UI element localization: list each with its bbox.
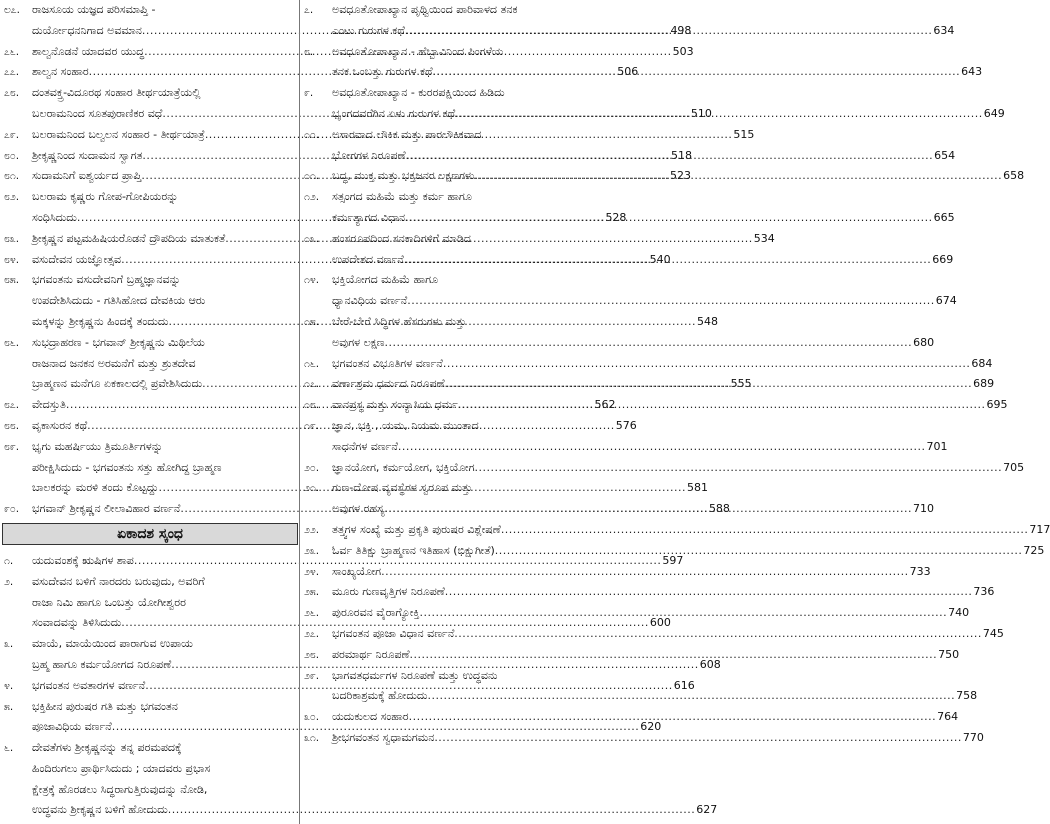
toc-entry-number: ೩೦. (304, 711, 320, 724)
toc-entry-number: ೨೩. (304, 544, 320, 557)
dot-leader (406, 146, 934, 167)
toc-entry-number: ೮೬. (4, 336, 20, 349)
toc-entry-number: ೧೭. (304, 378, 320, 391)
toc-entry-page: 506 (617, 65, 639, 79)
toc-entry-line (32, 291, 296, 312)
toc-entry-line (32, 572, 296, 593)
toc-entry-line (32, 738, 296, 759)
toc-entry-title: ಹಂಸರೂಪದಿಂದ ಸನಕಾದಿಗಳಿಗೆ ಮಾಡಿದ (332, 231, 471, 245)
toc-entry-line (332, 562, 931, 583)
toc-entry-number: ೨೧. (304, 482, 320, 495)
dot-leader (384, 499, 912, 520)
toc-entry (302, 270, 957, 312)
toc-entry-title: ಬಾಲಕರನ್ನು ಮರಳಿ ತಂದು ಕೊಟ್ಟದ್ದು (32, 481, 159, 495)
toc-entry-page: 684 (971, 356, 993, 370)
dot-leader (495, 541, 1023, 562)
column-divider (299, 0, 300, 824)
dot-leader (501, 520, 1029, 541)
toc-entry-line (332, 229, 596, 250)
toc-entry-line (32, 0, 296, 21)
toc-entry-title: ತತ್ತ್ವಗಳ ಸಂಖ್ಯೆ ಮತ್ತು ಪ್ರಕೃತಿ ಪುರುಷರ ವಿಶ್ಲೇಷಣೆ (332, 522, 501, 536)
toc-entry-page: 600 (649, 616, 671, 630)
toc-entry-page: 725 (1023, 543, 1045, 557)
toc-entry-line (332, 416, 596, 437)
toc-entry-title: ಮೂರು ಗುಣವೃತ್ತಿಗಳ ನಿರೂಪಣೆ (332, 585, 445, 599)
toc-entry-number: ೧೦. (304, 128, 320, 141)
toc-entry-title: ಬದರಿಕಾಶ್ರಮಕ್ಕೆ ಹೋದುದು (332, 689, 428, 703)
toc-entry-body (332, 354, 993, 375)
toc-entry-page: 608 (699, 657, 721, 671)
dot-leader (385, 333, 913, 354)
toc-entry-title: ಅವಧೂತೋಪಾಖ್ಯಾನ - ಕುರರಪಕ್ಷಿಯಿಂದ ಹಿಡಿದು (332, 86, 505, 100)
toc-entry-number: ೩೧. (304, 731, 320, 744)
toc-entry-number: ೮೮. (4, 419, 20, 432)
toc-entry-number: ೨೦. (304, 461, 320, 474)
toc-entry-line (32, 759, 296, 780)
dot-leader (420, 603, 948, 624)
toc-entry-page: 705 (1003, 460, 1025, 474)
toc-entry-page: 649 (983, 106, 1005, 120)
dot-leader (405, 208, 933, 229)
toc-entry-title: ಭಗವಂತನ ಅವತಾರಗಳ ವರ್ಣನೆ (32, 678, 146, 692)
toc-entry-line (32, 780, 296, 801)
toc-entry-title: ಶ್ರೀಕೃಷ್ಣನ ಪಟ್ಟಮಹಿಷಿಯರೊಡನೆ ದ್ರೌಪದಿಯ ಮಾತುಕತೆ (32, 231, 226, 245)
toc-entry-number: ೮೭. (4, 399, 20, 412)
toc-entry-page: 717 (1029, 522, 1050, 536)
toc-entry-title: ಮಾಯೆ, ಮಾಯೆಯಿಂದ ಪಾರಾಗುವ ಉಪಾಯ (32, 637, 193, 651)
toc-entry-line (332, 125, 596, 146)
toc-entry-title: ಬಲರಾಮನಿಂದ ಬಲ್ವಲನ ಸಂಹಾರ - ತೀರ್ಥಯಾತ್ರೆ (32, 127, 205, 141)
dot-leader (445, 374, 973, 395)
toc-entry-line (332, 582, 995, 603)
toc-entry-number: ೧೪. (304, 274, 320, 287)
toc-entry-page: 764 (937, 710, 959, 724)
toc-entry-title: ರಾಜಾ ನಿಮಿ ಹಾಗೂ ಒಂಬತ್ತು ಯೋಗೀಶ್ವರರ (32, 595, 186, 609)
toc-entry-line (332, 478, 596, 499)
toc-entry-number: ೧೫. (304, 315, 320, 328)
toc-entry-title: ಭೋಗಗಳ ನಿರೂಪಣೆ (332, 148, 406, 162)
toc-entry-page: 503 (672, 44, 694, 58)
toc-entry-title: ಬಲರಾಮನಿಂದ ಸೂತಪುರಾಣಿಕರ ವಧೆ (32, 106, 163, 120)
toc-entry-line (332, 333, 935, 354)
toc-entry-page: 669 (932, 252, 954, 266)
toc-entry-page: 555 (730, 377, 752, 391)
toc-entry-line (32, 697, 296, 718)
toc-entry-title: ಭಗವಂತನ ವಿಭೂತಿಗಳ ವರ್ಣನೆ (332, 356, 443, 370)
toc-entry-page: 750 (938, 647, 960, 661)
toc-entry-page: 770 (962, 730, 984, 744)
toc-entry-number: ೮೯. (4, 440, 20, 453)
toc-entry-page: 710 (913, 502, 934, 516)
toc-entry-number: ೧೮. (304, 399, 320, 412)
toc-entry-title: ಉದ್ಧವನು ಶ್ರೀಕೃಷ್ಣನ ಬಳಿಗೆ ಹೋದುದು (32, 803, 168, 817)
toc-entry-line (332, 83, 596, 104)
toc-entry-line (32, 187, 296, 208)
toc-entry-title: ಪರಮಾರ್ಥ ನಿರೂಪಣೆ (332, 647, 410, 661)
toc-entry-number: ೨೨. (304, 523, 320, 536)
toc-entry-page: 689 (973, 377, 995, 391)
toc-entry-line (332, 312, 596, 333)
toc-entry-page: 680 (913, 335, 935, 349)
dot-leader (458, 395, 986, 416)
toc-entry-page: 701 (926, 439, 948, 453)
toc-entry-title: ರಾಜನಾದ ಜನಕನ ಅರಮನೆಗೆ ಮತ್ತು ಶ್ರುತದೇವ (32, 356, 196, 370)
toc-entry-page: 634 (933, 23, 955, 37)
toc-entry-number: ೧೨. (304, 191, 320, 204)
toc-entry-page: 736 (973, 585, 995, 599)
toc-entry-number: ೨೮. (304, 648, 320, 661)
toc-entry-number: ೨೪. (304, 565, 320, 578)
toc-entry (302, 458, 1025, 479)
toc-entry-page: 597 (662, 553, 684, 567)
toc-entry-page: 518 (670, 148, 692, 162)
dot-leader (445, 582, 973, 603)
toc-entry-page: 654 (934, 148, 956, 162)
toc-entry-body (332, 624, 1004, 645)
toc-entry-page: 576 (615, 418, 637, 432)
toc-entry-title: ಅಸಾರವಾದ ಲೌಕಿಕ ಮತ್ತು ಪಾರಲೌಕಿಕವಾದ (332, 127, 482, 141)
toc-entry (302, 562, 931, 583)
toc-entry-title: ಉಪದೇಶಿಸಿದುದು - ಗತಿಸಿಹೋದ ದೇವಕಿಯ ಆರು (32, 294, 206, 308)
toc-entry-line (332, 666, 596, 687)
toc-entry-title: ಸಂಧಿಸಿದುದು (32, 210, 77, 224)
toc-entry-number: ೮೫. (4, 274, 20, 287)
toc-entry-page: 515 (733, 127, 755, 141)
toc-entry-title: ಭಗವಂತನು ವಸುದೇವನಿಗೆ ಬ್ರಹ್ಮಜ್ಞಾನವನ್ನು (32, 273, 181, 287)
toc-entry-body (332, 582, 995, 603)
toc-entry-line (32, 634, 296, 655)
dot-leader (381, 562, 909, 583)
toc-entry-page: 658 (1003, 169, 1025, 183)
dot-leader (433, 62, 961, 83)
toc-entry-page: 588 (708, 502, 730, 516)
toc-entry-number: ೭೮. (4, 87, 20, 100)
toc-entry-body (332, 728, 984, 749)
dot-leader (405, 21, 933, 42)
toc-entry-number: ೯. (304, 87, 314, 100)
toc-entry-title: ಅವುಗಳ ರಹಸ್ಯ (332, 502, 385, 516)
dot-leader (475, 458, 1003, 479)
toc-entry-title: ಸಾಧನೆಗಳ ವರ್ಣನೆ (332, 439, 398, 453)
toc-entry-title: ಬ್ರಹ್ಮ ಹಾಗೂ ಕರ್ಮಯೋಗದ ನಿರೂಪಣೆ (32, 657, 172, 671)
toc-entry-line (332, 686, 978, 707)
toc-entry-title: ವೃಕಾಸುರನ ಕಥೆ (32, 418, 88, 432)
section-heading: ಏಕಾದಶ ಸ್ಕಂಧ (2, 523, 298, 545)
toc-entry-number: ೭. (304, 4, 314, 16)
toc-entry-line (332, 458, 1025, 479)
toc-entry (302, 624, 1004, 645)
toc-entry-page: 695 (986, 398, 1008, 412)
toc-entry-page: 620 (640, 720, 662, 734)
toc-entry-title: ಪೂಜಾವಿಧಿಯ ವರ್ಣನೆ (32, 720, 112, 734)
toc-entry-title: ಭಗವಂತನ ಪೂಜಾ ವಿಧಾನ ವರ್ಣನೆ (332, 626, 455, 640)
toc-entry-page: 616 (673, 678, 695, 692)
toc-entry-title: ಸಾಂಖ್ಯಯೋಗ (332, 564, 382, 578)
toc-entry-title: ಸತ್ಸಂಗದ ಮಹಿಮೆ ಮತ್ತು ಕರ್ಮ ಹಾಗೂ (332, 190, 472, 204)
toc-entry-title: ಅವುಗಳ ಲಕ್ಷಣ (332, 335, 385, 349)
dot-leader (454, 624, 982, 645)
toc-entry-title: ಭಕ್ತಿಯೋಗದ ಮಹಿಮೆ ಹಾಗೂ (332, 273, 439, 287)
toc-entry-title: ಕರ್ಮತ್ಯಾಗದ ವಿಧಾನ (332, 210, 406, 224)
toc-entry (302, 354, 993, 375)
toc-entry-number: ೭೯. (4, 128, 20, 141)
toc-entry-title: ಸಂವಾದವನ್ನು ತಿಳಿಸಿದುದು (32, 616, 122, 630)
toc-entry-title: ಪುರೂರವನ ವೈರಾಗ್ಯೋಕ್ತಿ (332, 606, 420, 620)
toc-entry-body (32, 738, 718, 821)
toc-entry (302, 520, 1050, 541)
toc-entry-page: 548 (697, 314, 719, 328)
toc-entry-title: ದಂತವಕ್ತ್ರ-ವಿದೂರಥ ಸಂಹಾರ ತೀರ್ಥಯಾತ್ರೆಯಲ್ಲಿ (32, 86, 201, 100)
toc-entry-page: 534 (753, 231, 775, 245)
toc-entry-number: ೧೯. (304, 419, 320, 432)
toc-entry-line (332, 437, 948, 458)
toc-entry-number: ೧೬. (304, 357, 320, 370)
toc-entry-title: ಕ್ಷೇತ್ರಕ್ಕೆ ಹೊರಡಲು ಸಿದ್ಧರಾಗುತ್ತಿರುವುದನ್ನು ನೋಡಿ, (32, 782, 208, 796)
dot-leader (407, 291, 935, 312)
toc-entry-number: ೧೩. (304, 232, 320, 245)
toc-entry-title: ಹಿಂದಿರುಗಲು ಪ್ರಾರ್ಥಿಸಿದುದು ; ಯಾದವರು ಪ್ರಭಾಸ (32, 761, 211, 775)
toc-entry-number: ೪. (4, 679, 14, 692)
toc-entry-line (332, 728, 984, 749)
toc-entry-title: ಗುಣ-ದೋಷ ವ್ಯವಸ್ಥೆಗಳ ಸ್ವರೂಪ ಮತ್ತು (332, 481, 473, 495)
toc-entry-line (32, 593, 296, 614)
dot-leader (409, 707, 937, 728)
toc-entry-title: ಪರೀಕ್ಷಿಸಿದುದು - ಭಗವಂತನು ಸತ್ತು ಹೋಗಿದ್ದ ಬ್ರಾಹ್ಮಣ (32, 460, 222, 474)
toc-entry-number: ೮೨. (4, 191, 20, 204)
toc-entry-title: ವರ್ಣಾಶ್ರಮ ಧರ್ಮದ ನಿರೂಪಣೆ (332, 377, 445, 391)
dot-leader (410, 645, 938, 666)
toc-entry-line (332, 624, 1004, 645)
toc-entry-title: ರಾಜಸೂಯ ಯಜ್ಞದ ಪರಿಸಮಾಪ್ತಿ - (32, 3, 156, 16)
dot-leader (404, 250, 932, 271)
toc-entry-title: ತನಕ ಒಂಬತ್ತು ಗುರುಗಳ ಕಥೆ (332, 65, 433, 79)
dot-leader (168, 800, 696, 821)
toc-entry-title: ಯದುಕುಲದ ಸಂಹಾರ (332, 710, 409, 724)
toc-entry-body (332, 562, 931, 583)
toc-entry-title: ಶಾಲ್ವನೊಡನೆ ಯಾದವರ ಯುದ್ಧ (32, 44, 145, 58)
toc-entry-title: ಧ್ಯಾನವಿಧಿಯ ವರ್ಣನೆ (332, 294, 408, 308)
toc-entry-title: ಓರ್ವ ತಿತಿಕ್ಷು ಬ್ರಾಹ್ಮಣನ ಇತಿಹಾಸ (ಭಿಕ್ಷುಗೀತೆ) (332, 543, 495, 557)
toc-entry-number: ೯೦. (4, 503, 20, 516)
toc-entry-page: 562 (594, 398, 616, 412)
toc-entry-title: ಜ್ಞಾನ, ಭಕ್ತಿ , ಯಮ, ನಿಯಮ ಮುಂತಾದ (332, 418, 479, 432)
toc-entry-number: ಲ೭. (4, 4, 21, 16)
toc-entry-number: ೨೭. (304, 627, 320, 640)
toc-entry-title: ಬೇರೆ-ಬೇರೆ ಸಿದ್ಧಿಗಳ ಹೆಸರುಗಳು ಮತ್ತು (332, 314, 467, 328)
toc-entry-number: ೮೩. (4, 232, 20, 245)
toc-entry-title: ಶ್ರೀಕೃಷ್ಣನಿಂದ ಸುದಾಮನ ಸ್ವಾಗತ (32, 148, 143, 162)
toc-entry-title: ಸುದಾಮನಿಗೆ ಐಶ್ವರ್ಯದ ಪ್ರಾಪ್ತಿ (32, 169, 142, 183)
dot-leader (443, 354, 971, 375)
toc-entry-page: 745 (982, 626, 1004, 640)
toc-entry-line (332, 187, 596, 208)
toc-entry-line (332, 0, 596, 21)
dot-leader (398, 437, 926, 458)
toc-entry-number: ೫. (4, 700, 14, 713)
toc-entry-number: ೩. (4, 638, 14, 651)
dot-leader (428, 686, 956, 707)
toc-entry-line (332, 291, 957, 312)
toc-entry-line (332, 520, 1050, 541)
toc-entry-page: 528 (605, 210, 627, 224)
toc-entry-page: 674 (935, 294, 957, 308)
toc-entry-number: ೮. (304, 45, 314, 58)
toc-entry-title: ಜ್ಞಾನಯೋಗ, ಕರ್ಮಯೋಗ, ಭಕ್ತಿಯೋಗ (332, 460, 475, 474)
toc-entry-number: ೧. (4, 554, 14, 567)
toc-entry-title: ಅವಧೂತೋಪಾಖ್ಯಾನ - ಹೆಬ್ಬಾವಿನಿಂದ ಪಿಂಗಳೆಯ (332, 44, 504, 58)
toc-entry-number: ೨೬. (304, 607, 320, 620)
toc-entry-line (32, 83, 296, 104)
toc-entry-page: 740 (948, 606, 970, 620)
toc-entry-body (332, 458, 1025, 479)
toc-entry-page: 540 (649, 252, 671, 266)
toc-entry-number: ೮೪. (4, 253, 20, 266)
dot-leader (434, 728, 962, 749)
toc-entry-title: ವಸುದೇವನ ಬಳಿಗೆ ನಾರದರು ಬರುವುದು, ಅವರಿಗೆ (32, 574, 205, 588)
toc-entry-line (32, 354, 296, 375)
toc-entry-title: ಸುಭದ್ರಾಹರಣ - ಭಗವಾನ್ ಶ್ರೀಕೃಷ್ಣನು ಮಿಥಿಲೆಯ (32, 335, 205, 349)
dot-leader (455, 104, 983, 125)
toc-entry-title: ಎಂಟು ಗುರುಗಳ ಕಥೆ (332, 23, 405, 37)
toc-entry-body (332, 270, 957, 312)
toc-entry-line (32, 333, 296, 354)
toc-entry-number: ೭೭. (4, 66, 20, 79)
toc-entry-line (332, 354, 993, 375)
toc-entry-title: ಭೃಗು ಮಹರ್ಷಿಯು ತ್ರಿಮೂರ್ತಿಗಳನ್ನು (32, 439, 163, 453)
toc-entry-title: ದುರ್ಯೋಧನನಿಗಾದ ಅವಮಾನ (32, 23, 142, 37)
toc-entry-line (32, 437, 296, 458)
toc-entry-number: ೮೧. (4, 170, 20, 183)
toc-entry-title: ಉಪದೇಶದ ವರ್ಣನೆ (332, 252, 404, 266)
toc-entry-title: ಯದುವಂಶಕ್ಕೆ ಋಷಿಗಳ ಶಾಪ (32, 553, 134, 567)
toc-entry-line (32, 270, 296, 291)
toc-entry-number: ೬. (4, 742, 14, 755)
toc-entry-title: ಶಾಲ್ವನ ಸಂಹಾರ (32, 65, 89, 79)
toc-entry-page: 758 (956, 689, 978, 703)
toc-entry-title: ಮಕ್ಕಳನ್ನು ಶ್ರೀಕೃಷ್ಣನು ಹಿಂದಕ್ಕೆ ತಂದುದು (32, 314, 169, 328)
toc-entry-line (332, 270, 596, 291)
toc-entry-number: ೧೧. (304, 170, 320, 183)
toc-entry-number: ೮೦. (4, 149, 20, 162)
toc-entry-title: ಬದ್ಧ, ಮುಕ್ತ ಮತ್ತು ಭಕ್ತಜನರ ಲಕ್ಷಣಗಳು (332, 169, 475, 183)
toc-entry-title: ಭಗವಾನ್ ಶ್ರೀಕೃಷ್ಣನ ಲೀಲಾವಿಹಾರ ವರ್ಣನೆ (32, 502, 181, 516)
toc-entry-title: ವಾನಪ್ರಸ್ಥ ಮತ್ತು ಸಂನ್ಯಾಸಿಯ ಧರ್ಮ (332, 398, 458, 412)
toc-entry (302, 582, 995, 603)
toc-entry-page: 627 (696, 803, 718, 817)
toc-entry-line (32, 800, 718, 821)
toc-entry-page: 665 (933, 210, 955, 224)
toc-entry-number: ೨೫. (304, 586, 320, 599)
toc-entry-number: ೭೬. (4, 45, 20, 58)
toc-entry-page: 581 (687, 481, 709, 495)
dot-leader (475, 166, 1003, 187)
toc-entry-title: ದೇವತೆಗಳು ಶ್ರೀಕೃಷ್ಣನನ್ನು ತನ್ನ ಪರಮಪದಕ್ಕೆ (32, 741, 182, 755)
toc-entry-title: ವೇದಸ್ತುತಿ (32, 398, 66, 412)
toc-entry-number: ೨. (4, 575, 14, 588)
toc-entry-page: 510 (690, 106, 712, 120)
toc-entry-title: ಬ್ರಾಹ್ಮಣನ ಮನೆಗೂ ಏಕಕಾಲದಲ್ಲಿ ಪ್ರವೇಶಿಸಿದುದು (32, 377, 203, 391)
toc-entry-title: ಭಕ್ತಿಹೀನ ಪುರುಷರ ಗತಿ ಮತ್ತು ಭಗವಂತನ (32, 699, 178, 713)
toc-entry-page: 523 (669, 169, 691, 183)
toc-entry-page: 643 (961, 65, 983, 79)
toc-entry (302, 728, 984, 749)
toc-entry-title: ಭೃಂಗದವರೆಗಿನ ಏಳು ಗುರುಗಳ ಕಥೆ (332, 106, 456, 120)
toc-entry-number: ೨೯. (304, 669, 320, 682)
toc-entry-title: ಬಲರಾಮ ಕೃಷ್ಣರು ಗೋಪ-ಗೋಪಿಯರನ್ನು (32, 190, 179, 204)
toc-entry (2, 738, 718, 821)
toc-entry-page: 733 (909, 564, 931, 578)
toc-entry-body (332, 520, 1050, 541)
toc-entry-title: ಅವಧೂತೋಪಾಖ್ಯಾನ ಪೃಥ್ವಿಯಿಂದ ಪಾರಿವಾಳದ ತನಕ (332, 3, 518, 16)
toc-entry-title: ವಸುದೇವನ ಯಜ್ಞೋತ್ಸವ (32, 252, 122, 266)
toc-entry-page: 498 (670, 23, 692, 37)
toc-entry-title: ಶ್ರೀಭಗವಂತನ ಸ್ವಧಾಮಗಮನ (332, 730, 435, 744)
toc-entry-line (332, 42, 596, 63)
toc-entry-line (32, 458, 296, 479)
toc-entry-title: ಭಾಗವತಧರ್ಮಗಳ ನಿರೂಪಣೆ ಮತ್ತು ಉದ್ಧವನು (332, 668, 498, 682)
